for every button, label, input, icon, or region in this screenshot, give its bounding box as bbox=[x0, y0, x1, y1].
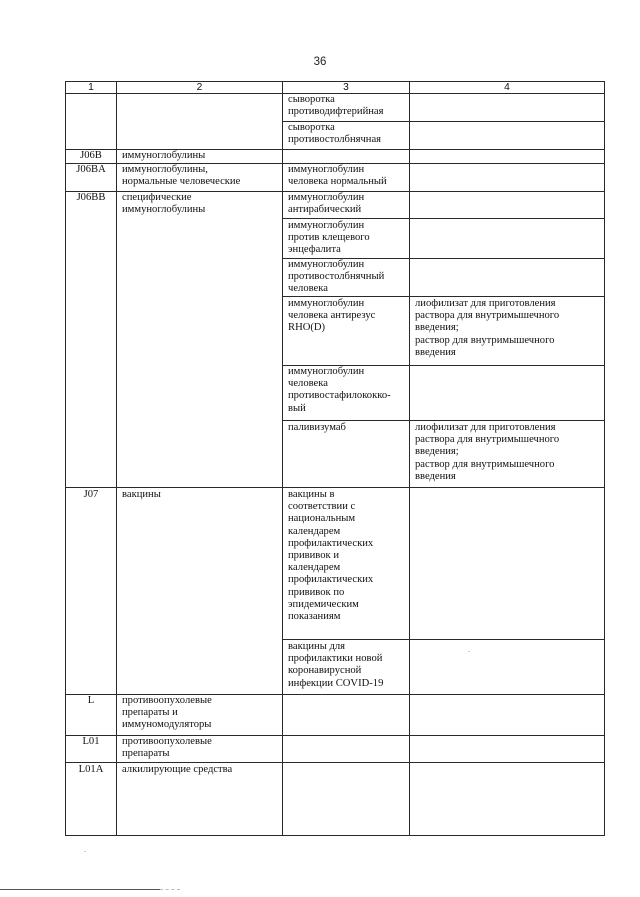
drug-name-cell: вакцины для профилактики новой коронавирусной инфекции COVID-19 bbox=[288, 641, 384, 689]
row-rule-partial bbox=[282, 420, 605, 421]
atc-group-cell: вакцины bbox=[122, 489, 161, 500]
row-rule bbox=[65, 487, 605, 488]
atc-code-cell: L bbox=[87, 695, 95, 706]
atc-code-cell: J06BA bbox=[76, 164, 106, 175]
drug-name-cell: иммуноглобулин противостолбнячный человека bbox=[288, 259, 385, 295]
drug-name-cell: иммуноглобулин антирабический bbox=[288, 192, 365, 216]
dosage-form-cell: лиофилизат для приготовления раствора для внутримышечного введения; раствор для внутримышечного введения bbox=[415, 422, 560, 482]
atc-code-cell: L01 bbox=[82, 736, 100, 747]
drug-name-cell: вакцины в соответствии с национальным календарем профилактических прививок и календарем профилактических прививок по эпидемическим показаниям bbox=[288, 489, 374, 623]
header-cell: 3 bbox=[343, 82, 349, 93]
dosage-form-cell: лиофилизат для приготовления раствора для внутримышечного введения; раствор для внутримышечного введения bbox=[415, 298, 560, 358]
footer-rule-faint bbox=[160, 889, 180, 890]
drug-name-cell: иммуноглобулин против клещевого энцефалита bbox=[288, 220, 370, 256]
header-cell: 2 bbox=[196, 82, 203, 93]
row-rule bbox=[65, 762, 605, 763]
header-cell: 1 bbox=[88, 82, 94, 93]
page-number: 36 bbox=[313, 56, 327, 68]
atc-group-cell: иммуноглобулины bbox=[122, 150, 206, 161]
scan-speck bbox=[84, 851, 86, 852]
column-divider-2 bbox=[282, 81, 283, 836]
atc-group-cell: специфические иммуноглобулины bbox=[122, 192, 206, 216]
drug-name-cell: сыворотка противостолбнячная bbox=[288, 122, 382, 146]
column-divider-3 bbox=[409, 81, 410, 836]
atc-code-cell: J07 bbox=[83, 489, 99, 500]
drug-name-cell: иммуноглобулин человека нормальный bbox=[288, 164, 387, 188]
drug-name-cell: иммуноглобулин человека антирезус RHO(D) bbox=[288, 298, 376, 334]
row-rule-partial bbox=[282, 639, 605, 640]
atc-group-cell: иммуноглобулины, нормальные человеческие bbox=[122, 164, 241, 188]
atc-group-cell: противоопухолевые препараты и иммуномодуляторы bbox=[122, 695, 212, 731]
atc-group-cell: противоопухолевые препараты bbox=[122, 736, 212, 760]
row-rule-partial bbox=[282, 218, 605, 219]
atc-code-cell: J06BB bbox=[76, 192, 106, 203]
column-divider-1 bbox=[116, 81, 117, 836]
footer-rule bbox=[0, 889, 160, 890]
atc-code-cell: L01A bbox=[78, 764, 104, 775]
scan-speck bbox=[468, 651, 470, 652]
table-border-right bbox=[604, 81, 605, 836]
drug-name-cell: сыворотка противодифтерийная bbox=[288, 94, 384, 118]
header-cell: 4 bbox=[504, 82, 510, 93]
atc-group-cell: алкилирующие средства bbox=[122, 764, 233, 775]
drug-name-cell: иммуноглобулин человека противостафилококко- вый bbox=[288, 366, 391, 414]
atc-code-cell: J06B bbox=[80, 150, 102, 161]
table-border-bottom bbox=[65, 835, 605, 836]
drug-name-cell: паливизумаб bbox=[288, 422, 346, 433]
row-rule-partial bbox=[282, 296, 605, 297]
